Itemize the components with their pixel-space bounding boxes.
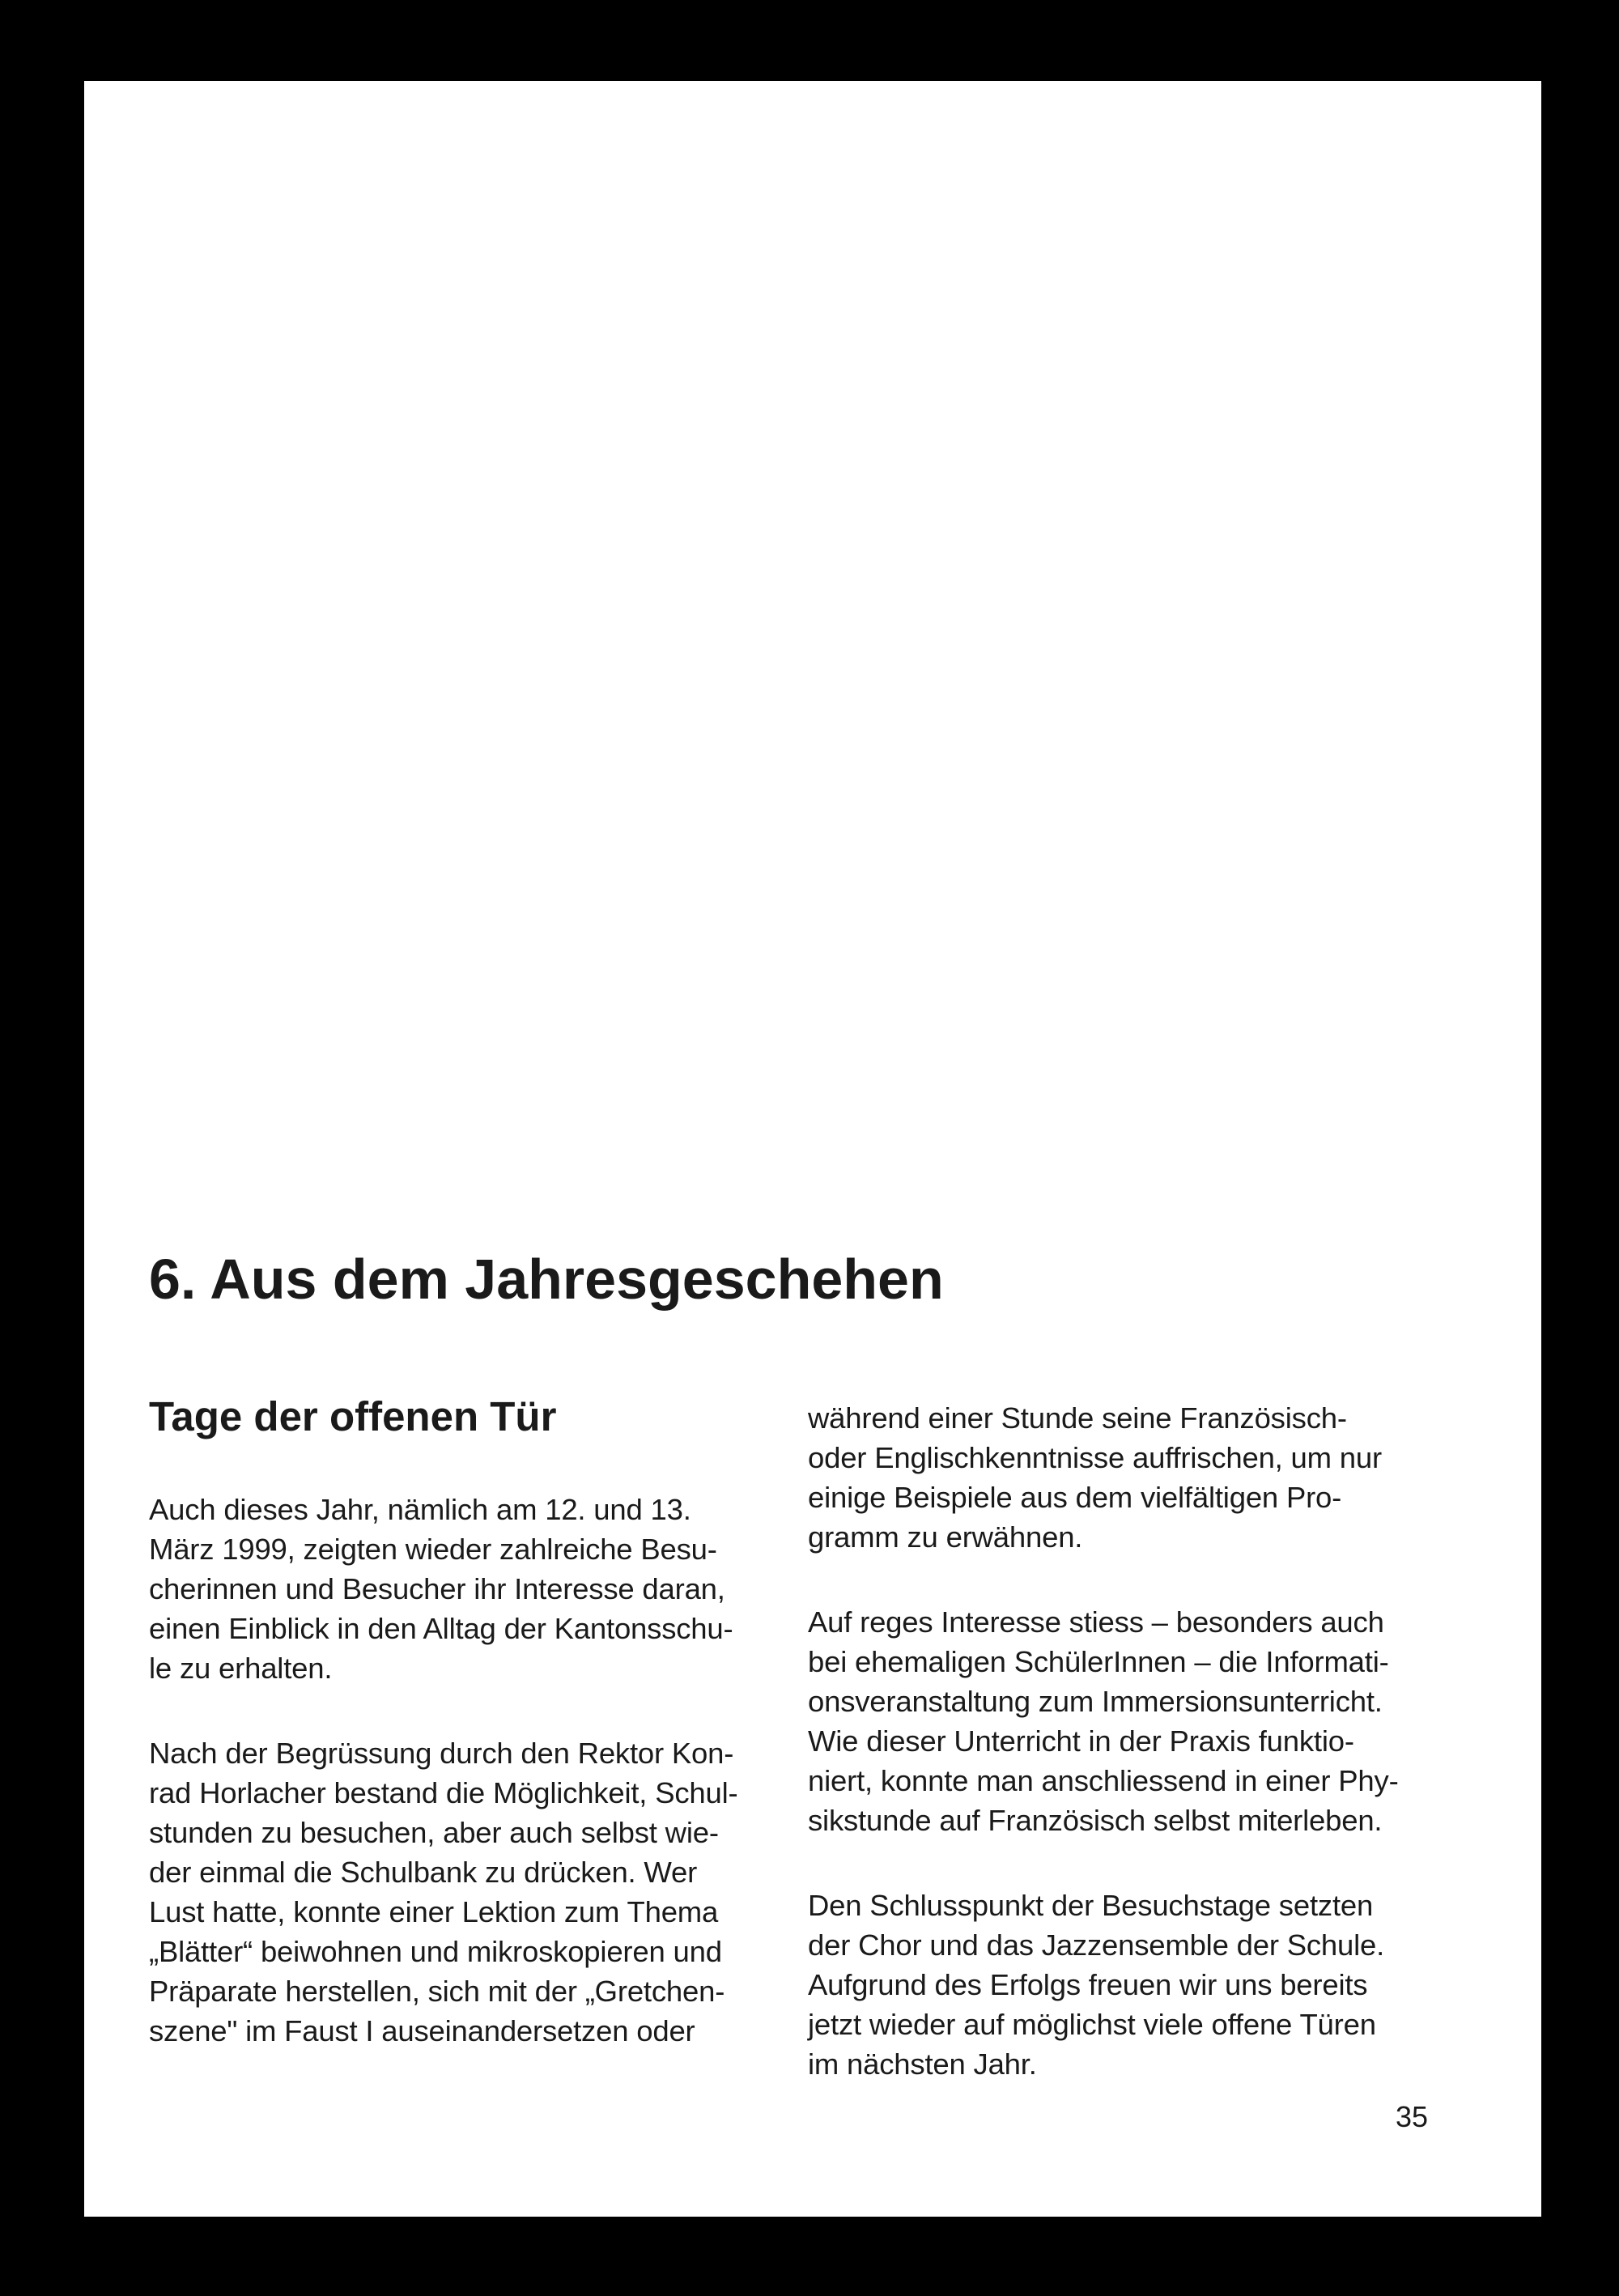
- paragraph-program: Nach der Begrüssung durch den Rektor Kon- rad Horlacher bestand die Möglichkeit, Schul- stunden zu besuchen, aber auch selbst wie- der einmal die Schulbank zu drücken. Wer Lust hatte, konnte einer Lektion zum Thema „Blätter“ beiwohnen und mikroskopieren und Präparate herstellen, sich mit der „Gretchen- szene" im Faust I auseinandersetzen oder: [149, 1737, 738, 2047]
- chapter-title: 6. Aus dem Jahresgeschehen: [149, 1248, 944, 1311]
- paragraph-immersion: Auf reges Interesse stiess – besonders auch bei ehemaligen SchülerInnen – die Informati- onsveranstaltung zum Immersionsunterricht. Wie dieser Unterricht in der Praxis funktio- niert, konnte man anschliessend in einer Phy- sikstunde auf Französisch selbst miterleben.: [808, 1605, 1399, 1837]
- section-title: Tage der offenen Tür: [149, 1393, 557, 1439]
- paragraph-intro: Auch dieses Jahr, nämlich am 12. und 13. März 1999, zeigten wieder zahlreiche Besu- cherinnen und Besucher ihr Interesse daran, einen Einblick in den Alltag der Kantonsschu- le zu erhalten.: [149, 1493, 733, 1685]
- paragraph-closing: Den Schlusspunkt der Besuchstage setzten der Chor und das Jazzensemble der Schule. Aufgrund des Erfolgs freuen wir uns bereits jetzt wieder auf möglichst viele offene Türen im nächsten Jahr.: [808, 1889, 1385, 2081]
- paragraph-program-continued: während einer Stunde seine Französisch- oder Englischkenntnisse auffrischen, um nur einige Beispiele aus dem vielfältigen Pro- gramm zu erwähnen.: [808, 1401, 1382, 1554]
- document-page: [84, 81, 1541, 2217]
- page-number: 35: [1395, 2100, 1428, 2133]
- left-column: [149, 1392, 748, 2096]
- right-column: [808, 1398, 1407, 2129]
